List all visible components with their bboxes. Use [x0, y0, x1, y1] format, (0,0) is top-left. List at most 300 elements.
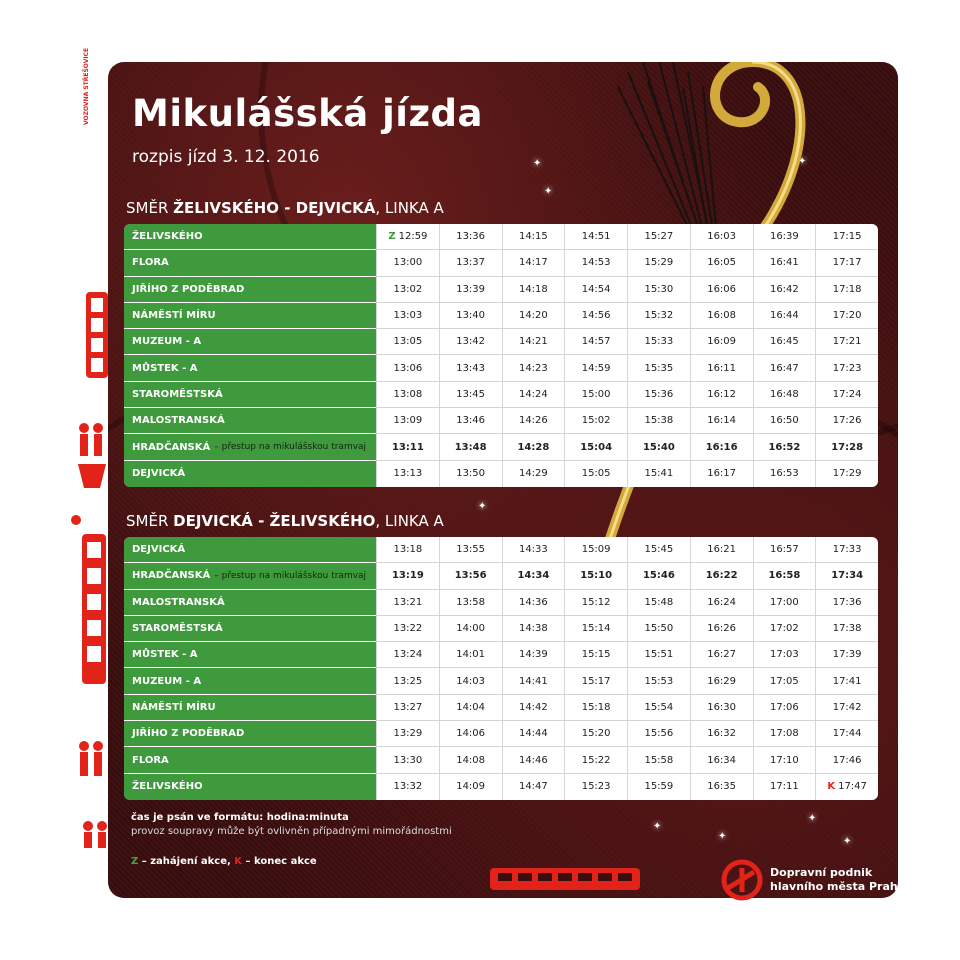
time-value: 14:23 — [518, 362, 548, 374]
time-cell — [753, 590, 816, 615]
time-value: 14:01 — [456, 649, 486, 661]
time-cell — [753, 382, 816, 407]
time-value: 15:12 — [581, 596, 611, 608]
time-value: 16:09 — [707, 336, 737, 348]
time-cell — [502, 668, 565, 693]
time-cell — [690, 355, 753, 380]
time-value: 17:21 — [832, 336, 862, 348]
time-cell — [690, 382, 753, 407]
figures-icon — [80, 820, 110, 850]
start-marker: Z — [388, 231, 396, 243]
time-value: 14:36 — [518, 596, 548, 608]
transfer-note: – přestup na mikulášskou tramvaj — [214, 570, 367, 581]
direction-route: ŽELIVSKÉHO - DEJVICKÁ — [173, 199, 376, 217]
stop-name: HRADČANSKÁ — [132, 570, 211, 582]
time-cell — [376, 224, 439, 249]
time-value: 13:19 — [391, 570, 424, 582]
time-value: 16:44 — [769, 310, 799, 322]
star-icon: ✦ — [843, 836, 852, 847]
time-cell — [376, 537, 439, 562]
table-row — [124, 224, 878, 250]
time-cell — [564, 642, 627, 667]
table-row — [124, 537, 878, 563]
time-cell — [502, 408, 565, 433]
time-cell — [376, 355, 439, 380]
time-cell — [753, 303, 816, 328]
time-cell — [502, 774, 565, 800]
time-value: 14:38 — [518, 623, 548, 635]
time-cell — [502, 721, 565, 746]
time-cell — [627, 668, 690, 693]
table-row — [124, 668, 878, 694]
end-marker: K — [827, 781, 836, 793]
time-cell — [815, 224, 878, 249]
time-value: 13:42 — [456, 336, 486, 348]
time-cell — [753, 721, 816, 746]
time-cell — [815, 668, 878, 693]
time-value: 16:30 — [707, 701, 737, 713]
table-row — [124, 434, 878, 460]
timetable-2 — [124, 537, 878, 800]
time-cell — [815, 747, 878, 772]
time-cell — [753, 461, 816, 487]
time-value: 14:03 — [456, 675, 486, 687]
stop-cell — [124, 695, 376, 721]
time-value: 13:36 — [456, 231, 486, 243]
time-cell — [753, 563, 816, 588]
time-cell — [815, 642, 878, 667]
time-cell — [439, 590, 502, 615]
time-cell — [627, 616, 690, 641]
table-row — [124, 774, 878, 800]
time-value: 14:20 — [518, 310, 548, 322]
time-cell — [502, 695, 565, 720]
stop-cell — [124, 355, 376, 381]
time-cell — [564, 303, 627, 328]
time-cell — [564, 355, 627, 380]
time-cell — [815, 434, 878, 459]
time-value: 16:11 — [707, 362, 737, 374]
dpp-logo-text — [770, 866, 905, 894]
time-cell — [815, 277, 878, 302]
time-cell — [439, 774, 502, 800]
time-value: 15:33 — [644, 336, 674, 348]
time-cell — [502, 642, 565, 667]
time-value: 15:10 — [580, 570, 613, 582]
legend-z-marker: Z — [131, 856, 139, 867]
direction-prefix: SMĚR — [126, 512, 174, 530]
time-value: 17:11 — [769, 781, 799, 793]
time-cell — [690, 721, 753, 746]
time-value: 16:17 — [707, 468, 737, 480]
time-value: 13:21 — [393, 596, 423, 608]
time-value: 17:00 — [769, 596, 799, 608]
time-cell — [627, 224, 690, 249]
time-value: 16:45 — [769, 336, 799, 348]
time-cell — [502, 329, 565, 354]
stop-name: ŽELIVSKÉHO — [132, 781, 203, 793]
time-value: 16:42 — [769, 283, 799, 295]
time-value: 13:58 — [456, 596, 486, 608]
time-cell — [753, 250, 816, 275]
time-cell — [815, 537, 878, 562]
stop-name: DEJVICKÁ — [132, 468, 186, 480]
stop-name: FLORA — [132, 257, 169, 269]
time-cell — [376, 616, 439, 641]
time-value: 14:09 — [456, 781, 486, 793]
time-cell — [627, 721, 690, 746]
time-value: 17:29 — [832, 468, 862, 480]
time-cell — [690, 303, 753, 328]
time-cell — [627, 408, 690, 433]
time-value: 15:48 — [644, 596, 674, 608]
time-cell — [564, 695, 627, 720]
direction-route: DEJVICKÁ - ŽELIVSKÉHO — [173, 512, 376, 530]
time-value: 16:32 — [707, 728, 737, 740]
time-value: 13:13 — [393, 468, 423, 480]
time-value: 14:54 — [581, 283, 611, 295]
time-value: 13:56 — [454, 570, 487, 582]
time-value: 13:45 — [456, 388, 486, 400]
time-value: 14:51 — [581, 231, 611, 243]
time-value: 14:53 — [581, 257, 611, 269]
time-cell — [376, 408, 439, 433]
time-value: 17:39 — [832, 649, 862, 661]
table-row — [124, 408, 878, 434]
stop-name: MALOSTRANSKÁ — [132, 596, 225, 608]
time-cell — [627, 642, 690, 667]
time-value: 15:58 — [644, 754, 674, 766]
time-value: 15:20 — [581, 728, 611, 740]
dpp-logo — [720, 858, 905, 902]
time-cell — [376, 563, 439, 588]
time-cell — [439, 616, 502, 641]
time-value: 17:06 — [769, 701, 799, 713]
time-cell — [690, 277, 753, 302]
time-value: 13:37 — [456, 257, 486, 269]
stop-name: STAROMĚSTSKÁ — [132, 623, 223, 635]
time-cell — [502, 382, 565, 407]
time-cell — [690, 642, 753, 667]
time-cell — [627, 382, 690, 407]
time-cell — [627, 695, 690, 720]
time-value: 16:06 — [707, 283, 737, 295]
time-value: 16:58 — [768, 570, 801, 582]
time-value: 16:35 — [707, 781, 737, 793]
time-cell — [627, 329, 690, 354]
time-cell — [376, 250, 439, 275]
stop-name: JIŘÍHO Z PODĚBRAD — [132, 728, 245, 740]
time-value: 15:36 — [644, 388, 674, 400]
table-row — [124, 461, 878, 487]
time-cell — [502, 616, 565, 641]
time-value: 15:09 — [581, 544, 611, 556]
legend-k-marker: K — [234, 856, 243, 867]
time-value: 14:57 — [581, 336, 611, 348]
time-value: 17:28 — [831, 441, 864, 453]
time-cell — [815, 721, 878, 746]
time-value: 14:15 — [518, 231, 548, 243]
time-cell — [376, 668, 439, 693]
time-value: 14:34 — [517, 570, 550, 582]
time-cell — [690, 329, 753, 354]
time-cell — [564, 668, 627, 693]
time-cell — [564, 590, 627, 615]
time-value: 14:42 — [518, 701, 548, 713]
table-row — [124, 250, 878, 276]
time-cell — [439, 250, 502, 275]
time-cell — [376, 695, 439, 720]
time-cell — [815, 616, 878, 641]
time-cell — [753, 774, 816, 800]
stop-cell — [124, 747, 376, 773]
time-cell — [564, 277, 627, 302]
time-value: 17:24 — [832, 388, 862, 400]
star-icon: ✦ — [798, 156, 807, 167]
time-value: 15:54 — [644, 701, 674, 713]
dpp-name-line2: hlavního města Prahy — [770, 880, 905, 893]
stop-name: ŽELIVSKÉHO — [132, 231, 203, 243]
time-value: 17:33 — [832, 544, 862, 556]
time-value: 17:08 — [769, 728, 799, 740]
page-title: Mikulášská jízda — [132, 92, 483, 135]
time-cell — [690, 408, 753, 433]
time-value: 14:06 — [456, 728, 486, 740]
stop-name: MŮSTEK - A — [132, 649, 198, 661]
time-value: 16:03 — [707, 231, 737, 243]
time-value: 15:59 — [644, 781, 674, 793]
time-cell — [564, 563, 627, 588]
time-value: 13:27 — [393, 701, 423, 713]
table-row — [124, 303, 878, 329]
time-cell — [502, 355, 565, 380]
time-cell — [376, 382, 439, 407]
time-value: 16:29 — [707, 675, 737, 687]
tram-side-icon — [70, 512, 110, 692]
time-value: 14:47 — [518, 781, 548, 793]
time-cell — [502, 590, 565, 615]
time-value: 17:38 — [832, 623, 862, 635]
stop-cell — [124, 329, 376, 355]
time-cell — [690, 668, 753, 693]
transfer-note: – přestup na mikulášskou tramvaj — [214, 442, 367, 453]
stop-cell — [124, 668, 376, 694]
stop-name: MUZEUM - A — [132, 675, 202, 687]
table-row — [124, 747, 878, 773]
time-value: 13:46 — [456, 415, 486, 427]
time-value: 17:36 — [832, 596, 862, 608]
time-value: 17:34 — [831, 570, 864, 582]
time-cell — [627, 434, 690, 459]
time-cell — [690, 774, 753, 800]
star-icon: ✦ — [718, 831, 727, 842]
time-cell — [690, 747, 753, 772]
star-icon: ✦ — [533, 158, 542, 169]
stop-cell — [124, 434, 376, 460]
time-cell — [753, 408, 816, 433]
time-cell — [439, 461, 502, 487]
time-cell — [690, 563, 753, 588]
time-value: 16:41 — [769, 257, 799, 269]
time-cell — [502, 537, 565, 562]
time-value: 17:47 — [838, 781, 867, 793]
time-cell — [627, 277, 690, 302]
stop-cell — [124, 250, 376, 276]
time-cell — [502, 461, 565, 487]
time-cell — [502, 434, 565, 459]
direction-prefix: SMĚR — [126, 199, 174, 217]
time-cell — [753, 277, 816, 302]
time-cell — [439, 277, 502, 302]
time-value: 17:42 — [832, 701, 862, 713]
time-cell — [627, 747, 690, 772]
time-value: 15:02 — [581, 415, 611, 427]
time-value: 13:50 — [456, 468, 486, 480]
time-value: 16:22 — [705, 570, 738, 582]
time-cell — [439, 642, 502, 667]
time-value: 17:17 — [832, 257, 862, 269]
time-value: 14:17 — [518, 257, 548, 269]
time-cell — [376, 642, 439, 667]
time-cell — [753, 329, 816, 354]
time-cell — [564, 329, 627, 354]
time-cell — [690, 695, 753, 720]
time-cell — [439, 408, 502, 433]
time-value: 15:14 — [581, 623, 611, 635]
time-value: 17:44 — [832, 728, 862, 740]
dpp-name-line1: Dopravní podnik — [770, 866, 873, 879]
page-subtitle: rozpis jízd 3. 12. 2016 — [132, 147, 320, 167]
time-cell — [627, 774, 690, 800]
time-cell — [564, 721, 627, 746]
time-cell — [690, 461, 753, 487]
time-value: 14:46 — [518, 754, 548, 766]
time-cell — [815, 590, 878, 615]
time-cell — [376, 461, 439, 487]
time-value: 17:05 — [769, 675, 799, 687]
time-value: 15:29 — [644, 257, 674, 269]
time-cell — [502, 250, 565, 275]
time-cell — [753, 695, 816, 720]
time-cell — [564, 434, 627, 459]
time-value: 17:46 — [832, 754, 862, 766]
table-row — [124, 277, 878, 303]
time-value: 15:18 — [581, 701, 611, 713]
timetable-1 — [124, 224, 878, 487]
time-value: 16:52 — [768, 441, 801, 453]
time-cell — [627, 537, 690, 562]
time-cell — [502, 224, 565, 249]
table-row — [124, 382, 878, 408]
time-cell — [502, 277, 565, 302]
time-value: 14:44 — [518, 728, 548, 740]
legend — [131, 856, 317, 867]
time-value: 14:08 — [456, 754, 486, 766]
time-cell — [439, 303, 502, 328]
time-cell — [376, 590, 439, 615]
time-cell — [690, 537, 753, 562]
time-value: 14:56 — [581, 310, 611, 322]
table-row — [124, 616, 878, 642]
stop-name: FLORA — [132, 754, 169, 766]
time-cell — [439, 563, 502, 588]
table-row — [124, 590, 878, 616]
time-value: 13:29 — [393, 728, 423, 740]
time-value: 13:00 — [393, 257, 423, 269]
stop-name: STAROMĚSTSKÁ — [132, 388, 223, 400]
time-cell — [439, 329, 502, 354]
time-value: 13:08 — [393, 388, 423, 400]
time-value: 13:11 — [391, 441, 424, 453]
time-value: 15:45 — [644, 544, 674, 556]
time-value: 13:55 — [456, 544, 486, 556]
time-value: 17:10 — [769, 754, 799, 766]
stop-cell — [124, 382, 376, 408]
time-value: 13:40 — [456, 310, 486, 322]
stop-name: NÁMĚSTÍ MÍRU — [132, 701, 216, 713]
time-value: 14:29 — [518, 468, 548, 480]
time-value: 16:24 — [707, 596, 737, 608]
time-value: 15:41 — [644, 468, 674, 480]
time-value: 15:32 — [644, 310, 674, 322]
time-value: 14:59 — [581, 362, 611, 374]
time-cell — [439, 382, 502, 407]
time-value: 13:05 — [393, 336, 423, 348]
time-cell — [564, 250, 627, 275]
stop-cell — [124, 642, 376, 668]
direction-heading-2 — [126, 512, 444, 530]
time-value: 16:12 — [707, 388, 737, 400]
time-cell — [815, 408, 878, 433]
direction-suffix: , LINKA A — [375, 199, 444, 217]
time-cell — [690, 224, 753, 249]
time-cell — [753, 434, 816, 459]
time-cell — [753, 642, 816, 667]
time-cell — [627, 303, 690, 328]
time-cell — [627, 563, 690, 588]
time-cell — [815, 563, 878, 588]
time-cell — [753, 747, 816, 772]
time-value: 14:33 — [518, 544, 548, 556]
stop-cell — [124, 408, 376, 434]
time-value: 13:30 — [393, 754, 423, 766]
time-value: 15:38 — [644, 415, 674, 427]
time-cell — [690, 590, 753, 615]
time-cell — [439, 668, 502, 693]
stop-cell — [124, 721, 376, 747]
time-value: 15:51 — [644, 649, 674, 661]
time-cell — [564, 461, 627, 487]
time-value: 16:26 — [707, 623, 737, 635]
format-note: čas je psán ve formátu: hodina:minuta — [131, 812, 349, 823]
time-cell — [815, 303, 878, 328]
time-value: 13:03 — [393, 310, 423, 322]
time-cell — [564, 616, 627, 641]
time-cell — [376, 303, 439, 328]
time-cell — [627, 461, 690, 487]
time-value: 15:00 — [581, 388, 611, 400]
time-value: 14:39 — [518, 649, 548, 661]
time-value: 15:35 — [644, 362, 674, 374]
time-value: 16:27 — [707, 649, 737, 661]
stop-name: JIŘÍHO Z PODĚBRAD — [132, 283, 245, 295]
time-cell — [815, 355, 878, 380]
time-value: 13:22 — [393, 623, 423, 635]
stop-name: DEJVICKÁ — [132, 544, 186, 556]
time-cell — [753, 537, 816, 562]
time-value: 16:16 — [705, 441, 738, 453]
time-value: 15:56 — [644, 728, 674, 740]
